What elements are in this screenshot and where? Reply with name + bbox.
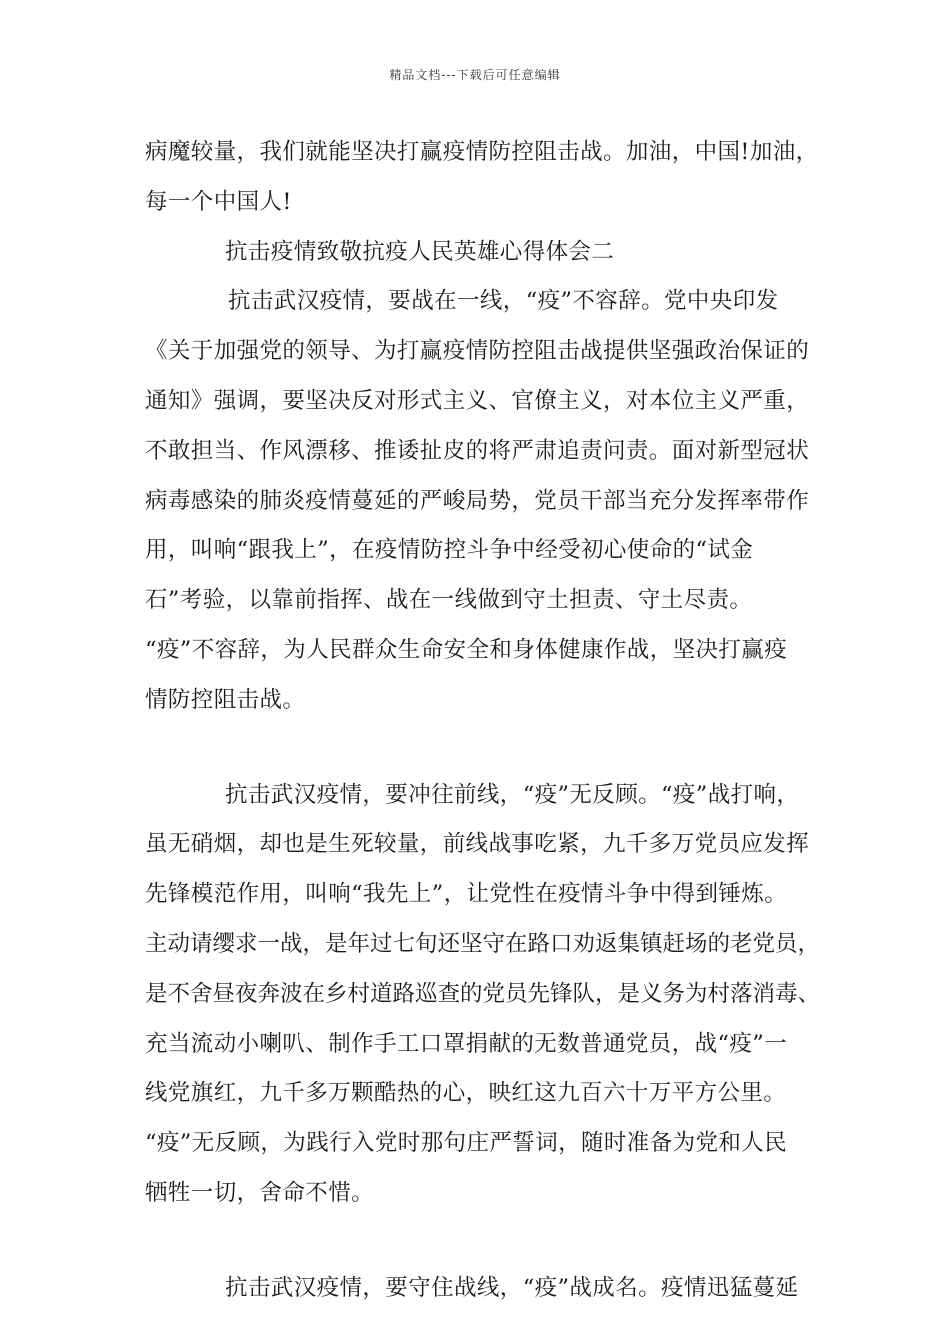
text-line: 用，叫响“跟我上”，在疫情防控斗争中经受初心使命的“试金 bbox=[145, 537, 754, 564]
text-line: 牺牲一切，舍命不惜。 bbox=[145, 1179, 375, 1206]
text-line: 情防控阻击战。 bbox=[145, 686, 306, 713]
text-line: 是不舍昼夜奔波在乡村道路巡查的党员先锋队，是义务为村落消毒、 bbox=[145, 980, 821, 1007]
paragraph-gap bbox=[145, 726, 825, 771]
text-line: 通知》强调，要坚决反对形式主义、官僚主义，对本位主义严重， bbox=[145, 387, 810, 414]
text-line: 先锋模范作用，叫响“我先上”，让党性在疫情斗争中得到锤炼。 bbox=[145, 881, 788, 908]
text-line: “疫”不容辞，为人民群众生命安全和身体健康作战，坚决打赢疫 bbox=[145, 636, 788, 663]
text-line: 病魔较量，我们就能坚决打赢疫情防控阻击战。加油，中国!加油， bbox=[145, 139, 819, 165]
text-line: 不敢担当、作风漂移、推诿扯皮的将严肃追责问责。面对新型冠状 bbox=[145, 437, 810, 464]
text-line: 线党旗红，九千多万颗酷热的心，映红这九百六十万平方公里。 bbox=[145, 1080, 787, 1107]
paragraph-start: 抗击武汉疫情，要战在一线，“疫”不容辞。党中央印发 bbox=[228, 288, 779, 315]
page-header: 精品文档---下载后可任意编辑 bbox=[389, 68, 561, 82]
text-line: 充当流动小喇叭、制作手工口罩捐献的无数普通党员，战“疫”一 bbox=[145, 1030, 788, 1057]
paragraph-gap bbox=[145, 1219, 825, 1264]
paragraph-start: 抗击武汉疫情，要冲往前线，“疫”无反顾。“疫”战打响， bbox=[225, 781, 800, 808]
paragraph-start: 抗击武汉疫情，要守住战线，“疫”战成名。疫情迅猛蔓延 bbox=[225, 1274, 799, 1301]
text-line: 《关于加强党的领导、为打赢疫情防控阻击战提供坚强政治保证的 bbox=[145, 338, 810, 365]
text-line: 石”考验，以靠前指挥、战在一线做到守土担责、守土尽责。 bbox=[145, 587, 753, 614]
text-line: 虽无硝烟，却也是生死较量，前线战事吃紧，九千多万党员应发挥 bbox=[145, 831, 810, 858]
section-title: 抗击疫情致敬抗疫人民英雄心得体会二 bbox=[225, 238, 615, 265]
text-line: 病毒感染的肺炎疫情蔓延的严峻局势，党员干部当充分发挥率带作 bbox=[145, 487, 810, 514]
text-line: “疫”无反顾，为践行入党时那句庄严誓词，随时准备为党和人民 bbox=[145, 1130, 788, 1157]
document-body bbox=[145, 128, 825, 1314]
text-line: 每一个中国人! bbox=[145, 188, 292, 215]
text-line: 主动请缨求一战，是年过七旬还坚守在路口劝返集镇赶场的老党员， bbox=[145, 930, 821, 957]
